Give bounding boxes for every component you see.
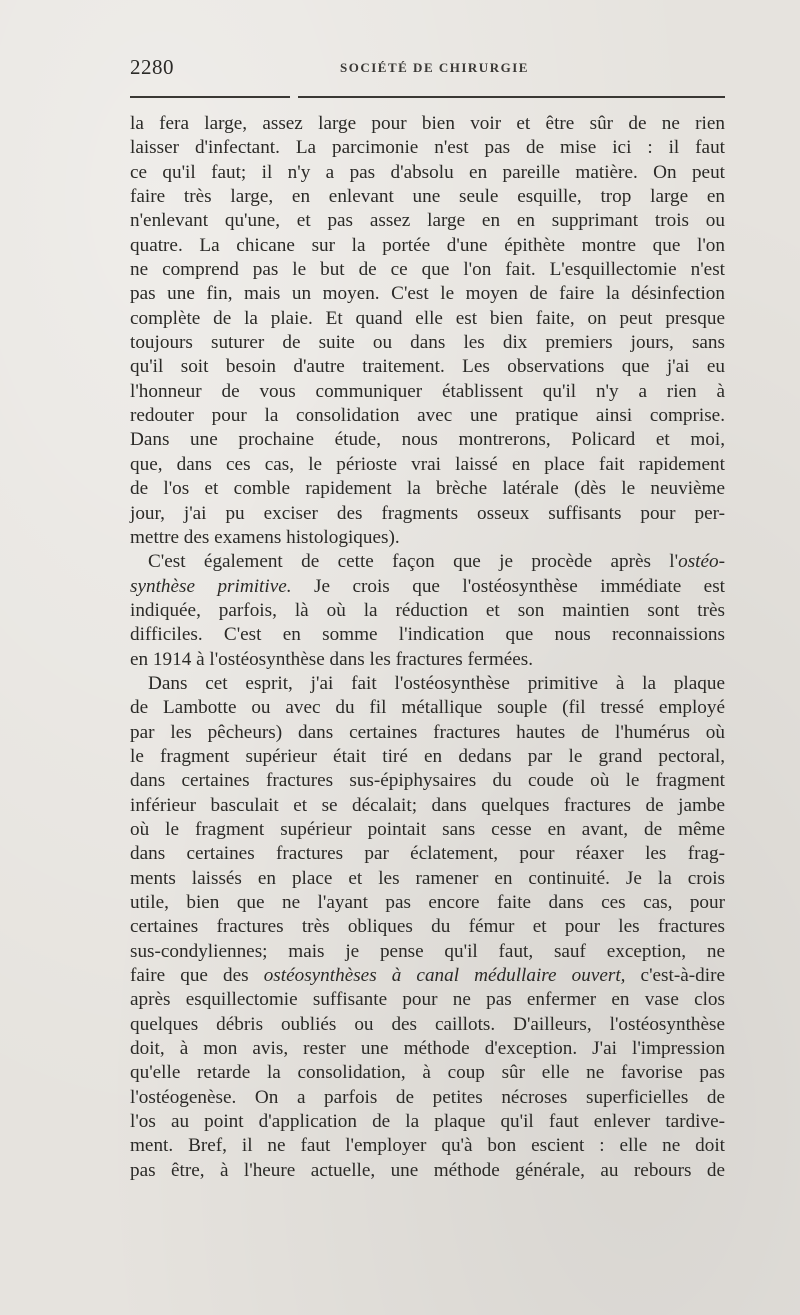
text-line: redouter pour la consolidation avec une pratique ainsi comprise. [130, 405, 725, 427]
line-roman: c'est-à-dire [625, 965, 725, 987]
text-line: quatre. La chicane sur la portée d'une épithète montre que l'on [130, 234, 725, 256]
text-line: complète de la plaie. Et quand elle est bien faite, on peut presque [130, 307, 725, 329]
text-line: par les pêcheurs) dans certaines fractures hautes de l'humérus où [130, 721, 725, 743]
text-line: ments laissés en place et les ramener en continuité. Je la crois [130, 867, 725, 889]
body-text [130, 112, 725, 1183]
text-line: l'os au point d'application de la plaque qu'il faut enlever tardive- [130, 1111, 725, 1133]
line-roman: faire que des [130, 965, 264, 987]
text-line: certaines fractures très obliques du fémur et pour les fractures [130, 916, 725, 938]
text-line: qu'elle retarde la consolidation, à coup sûr elle ne favorise pas [130, 1062, 725, 1084]
text-line: doit, à mon avis, rester une méthode d'exception. J'ai l'impression [130, 1038, 725, 1060]
text-line: ce qu'il faut; il n'y a pas d'absolu en pareille matière. On peut [130, 161, 725, 183]
text-line: utile, bien que ne l'ayant pas encore faite dans ces cas, pour [130, 892, 725, 913]
text-line-mixed [130, 550, 725, 574]
text-line: l'ostéogenèse. On a parfois de petites nécroses superficielles de [130, 1086, 725, 1108]
text-line: que, dans ces cas, le périoste vrai laissé en place fait rapidement [130, 453, 725, 475]
line-italic: ostéosynthèses à canal médullaire ouvert, [263, 965, 626, 987]
text-line: indiquée, parfois, là où la réduction et son maintien sont très [130, 599, 725, 621]
text-line: difficiles. C'est en somme l'indication que nous reconnaissions [130, 624, 725, 646]
text-line: de l'os et comble rapidement la brèche latérale (dès le neuvième [130, 478, 725, 500]
text-line: mettre des examens histologiques). [130, 526, 400, 548]
text-line: qu'il soit besoin d'autre traitement. Les observations que j'ai eu [130, 356, 725, 378]
text-line: en 1914 à l'ostéosynthèse dans les fractures fermées. [130, 648, 534, 670]
text-line-mixed [130, 964, 725, 988]
line-roman: Je crois que l'ostéosynthèse immédiate est [291, 575, 725, 597]
text-line-mixed [130, 575, 725, 599]
text-line: n'enlevant qu'une, et pas assez large en en supprimant trois ou [130, 210, 725, 232]
text-line: quelques débris oubliés ou des caillots. D'ailleurs, l'ostéosynthèse [130, 1013, 725, 1035]
text-line: pas une fin, mais un moyen. C'est le moyen de faire la désinfection [130, 283, 725, 305]
page-number: 2280 [130, 55, 174, 79]
text-line: laisser d'infectant. La parcimonie n'est pas de mise ici : il faut [130, 137, 725, 159]
text-line: la fera large, assez large pour bien voir et être sûr de ne rien [130, 113, 725, 134]
header-rule-left [130, 96, 290, 98]
text-line: sus-condyliennes; mais je pense qu'il faut, sauf exception, ne [130, 940, 725, 962]
line-roman: C'est également de cette façon que je procède après l' [148, 551, 679, 573]
text-line: le fragment supérieur était tiré en dedans par le grand pectoral, [130, 745, 725, 767]
text-line: toujours suturer de suite ou dans les dix premiers jours, sans [130, 332, 725, 354]
text-line: Dans une prochaine étude, nous montrerons, Policard et moi, [130, 429, 725, 451]
text-line: l'honneur de vous communiquer établissent qu'il n'y a rien à [130, 380, 725, 402]
text-line: ne comprend pas le but de ce que l'on fait. L'esquillectomie n'est [130, 259, 725, 281]
text-line: Dans cet esprit, j'ai fait l'ostéosynthèse primitive à la plaque [148, 672, 725, 694]
text-line: faire très large, en enlevant une seule esquille, trop large en [130, 186, 725, 208]
line-italic: synthèse primitive. [130, 575, 292, 597]
page-header [130, 55, 725, 85]
text-line: de Lambotte ou avec du fil métallique souple (fil tressé employé [130, 697, 725, 719]
line-italic: ostéo- [678, 551, 725, 573]
text-line: dans certaines fractures sus-épiphysaires du coude où le fragment [130, 770, 725, 792]
running-head: SOCIÉTÉ DE CHIRURGIE [340, 60, 529, 75]
header-rule-right [298, 96, 725, 98]
text-line: dans certaines fractures par éclatement, pour réaxer les frag- [130, 843, 725, 865]
text-line: inférieur basculait et se décalait; dans quelques fractures de jambe [130, 794, 725, 816]
text-line: pas être, à l'heure actuelle, une méthode générale, au rebours de [130, 1159, 725, 1181]
text-line: où le fragment supérieur pointait sans cesse en avant, de même [130, 818, 725, 840]
text-line: ment. Bref, il ne faut l'employer qu'à bon escient : elle ne doit [130, 1135, 725, 1157]
text-line: jour, j'ai pu exciser des fragments osseux suffisants pour per- [130, 502, 725, 524]
text-line: après esquillectomie suffisante pour ne pas enfermer en vase clos [130, 989, 725, 1011]
